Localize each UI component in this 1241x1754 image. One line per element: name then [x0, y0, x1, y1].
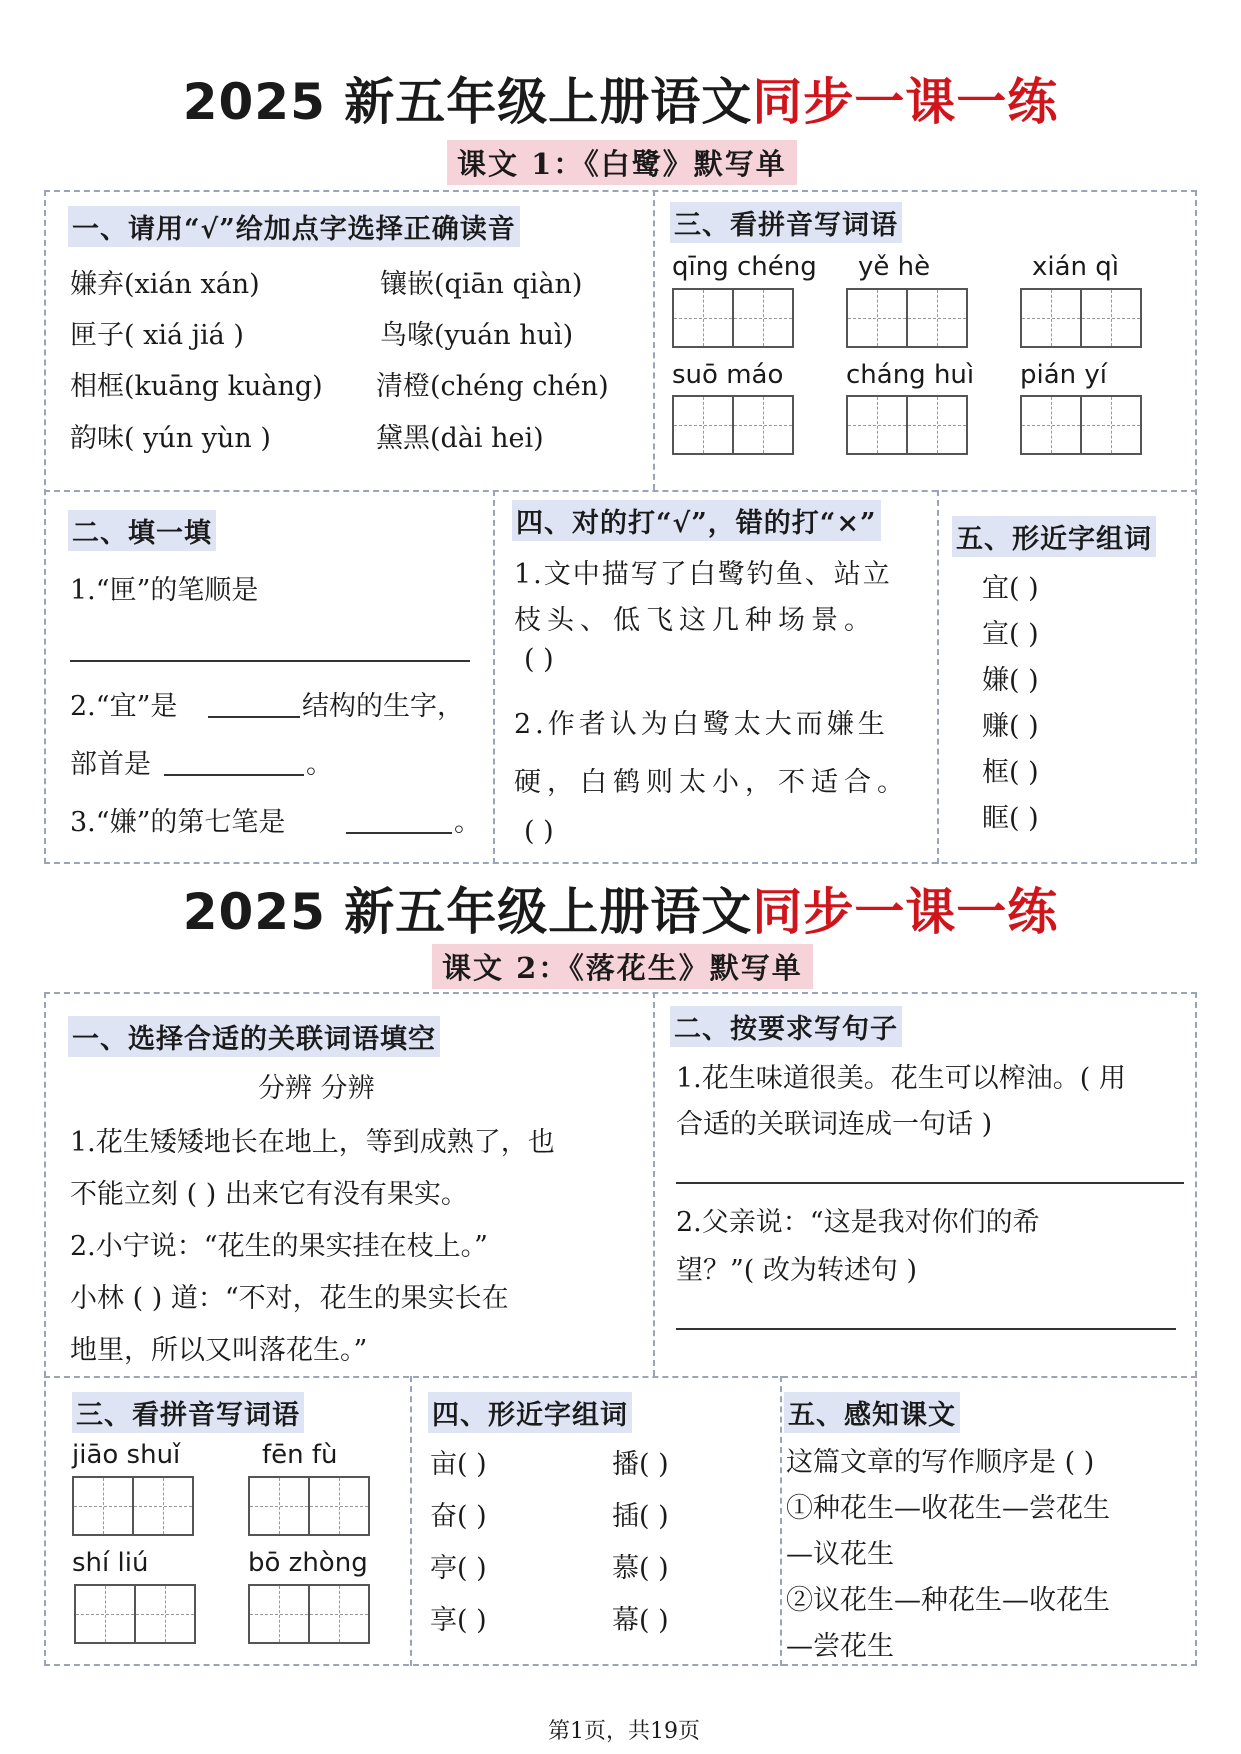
- reading-item: 鸟喙(yuán huì): [380, 320, 574, 351]
- fill-sentence: 1.花生矮矮地长在地上，等到成熟了，也: [70, 1127, 555, 1158]
- writing-grid[interactable]: [248, 1584, 370, 1644]
- fill-question: 结构的生字，: [302, 691, 464, 722]
- word-group-item[interactable]: 亭( ): [430, 1553, 487, 1584]
- pinyin-label: fēn fù: [262, 1440, 338, 1470]
- word-group-item[interactable]: 眶( ): [982, 803, 1039, 834]
- reading-item: 嫌弃(xián xán): [70, 269, 260, 300]
- divider: [653, 992, 655, 1376]
- reading-item: 黛黑(dài hei): [376, 423, 544, 454]
- divider: [937, 490, 939, 864]
- word-group-item[interactable]: 亩( ): [430, 1449, 487, 1480]
- fill-question: 2.“宜”是: [70, 691, 178, 722]
- sheet1-title: [0, 62, 1241, 134]
- sheet1-sec4-header: 四、对的打“√”，错的打“×”: [512, 500, 881, 541]
- reading-item: 匣子( xiá jiá ): [70, 320, 244, 351]
- sheet2-title: [0, 872, 1241, 944]
- fill-question: 3.“嫌”的第七笔是: [70, 807, 286, 838]
- word-group-item[interactable]: 播( ): [612, 1449, 669, 1480]
- order-option[interactable]: ②议花生—种花生—收花生: [786, 1585, 1110, 1616]
- sheet2-sec3-header: 三、看拼音写词语: [72, 1392, 304, 1433]
- word-group-item[interactable]: 赚( ): [982, 711, 1039, 742]
- order-option: —尝花生: [786, 1631, 894, 1662]
- fill-question: 。: [306, 749, 333, 780]
- pinyin-label: cháng huì: [846, 360, 975, 390]
- pinyin-label: suō máo: [672, 360, 784, 390]
- sheet2-title-red: 同步一课一练: [752, 883, 1059, 941]
- fill-question: 。: [454, 807, 481, 838]
- divider: [44, 1376, 1197, 1378]
- sheet2-sec2-header: 二、按要求写句子: [670, 1006, 902, 1047]
- answer-blank[interactable]: [70, 660, 470, 662]
- fill-sentence: 小林 ( ) 道：“不对，花生的果实长在: [70, 1283, 509, 1314]
- divider: [493, 490, 495, 864]
- sheet1-title-black: 2025 新五年级上册语文: [182, 73, 753, 131]
- word-group-item[interactable]: 享( ): [430, 1605, 487, 1636]
- fill-sentence: 地里，所以又叫落花生。”: [70, 1335, 368, 1366]
- order-option[interactable]: ①种花生—收花生—尝花生: [786, 1493, 1110, 1524]
- word-group-item[interactable]: 宜( ): [982, 573, 1039, 604]
- fill-sentence: 不能立刻 ( ) 出来它有没有果实。: [70, 1179, 468, 1210]
- reading-item: 清橙(chéng chén): [376, 371, 609, 402]
- word-group-item[interactable]: 慕( ): [612, 1553, 669, 1584]
- sheet1-title-red: 同步一课一练: [752, 73, 1059, 131]
- word-group-item[interactable]: 插( ): [612, 1501, 669, 1532]
- reading-item: 韵味( yún yùn ): [70, 423, 271, 454]
- word-group-item[interactable]: 框( ): [982, 757, 1039, 788]
- writing-grid[interactable]: [846, 288, 968, 348]
- writing-grid[interactable]: [1020, 288, 1142, 348]
- sheet1-subtitle: 课文 1：《白鹭》默写单: [447, 140, 797, 185]
- fill-question: 部首是: [70, 749, 151, 780]
- reading-item: 相框(kuāng kuàng): [70, 371, 323, 402]
- word-group-item[interactable]: 幕( ): [612, 1605, 669, 1636]
- answer-blank[interactable]: [346, 832, 452, 834]
- page-footer: 第1页，共19页: [548, 1719, 700, 1744]
- sheet1-sec2-header: 二、填一填: [68, 510, 216, 551]
- word-group-item[interactable]: 宣( ): [982, 619, 1039, 650]
- sheet2-sec4-header: 四、形近字组词: [428, 1392, 632, 1433]
- pinyin-label: yě hè: [858, 252, 931, 282]
- judge-line: 硬，白鹤则太小，不适合。: [514, 767, 910, 798]
- answer-blank[interactable]: [676, 1182, 1184, 1184]
- order-option: —议花生: [786, 1539, 894, 1570]
- judge-line: 1.文中描写了白鹭钓鱼、站立: [514, 559, 892, 590]
- rewrite-question: 望？”( 改为转述句 ): [676, 1255, 918, 1286]
- word-group-item[interactable]: 嫌( ): [982, 665, 1039, 696]
- divider: [44, 490, 1197, 492]
- divider: [780, 1376, 782, 1666]
- divider: [653, 190, 655, 490]
- pinyin-label: qīng chéng: [672, 252, 817, 282]
- writing-grid[interactable]: [846, 395, 968, 455]
- judge-line: 2.作者认为白鹭太大而嫌生: [514, 709, 889, 740]
- judge-line: 枝头、低飞这几种场景。: [514, 605, 877, 636]
- sheet1-sec1-header: 一、请用“√”给加点字选择正确读音: [68, 206, 520, 247]
- pinyin-label: jiāo shuǐ: [72, 1440, 181, 1470]
- reading-item: 镶嵌(qiān qiàn): [380, 269, 583, 300]
- writing-grid[interactable]: [672, 395, 794, 455]
- pinyin-label: bō zhòng: [248, 1548, 368, 1578]
- writing-grid[interactable]: [72, 1476, 194, 1536]
- pinyin-label: shí liú: [72, 1548, 149, 1578]
- fill-sentence: 2.小宁说：“花生的果实挂在枝上。”: [70, 1231, 488, 1262]
- pinyin-label: xián qì: [1032, 252, 1120, 282]
- sheet2-sec5-header: 五、感知课文: [784, 1392, 960, 1433]
- answer-blank[interactable]: [208, 716, 300, 718]
- pinyin-label: pián yí: [1020, 360, 1108, 390]
- sheet1-sec5-header: 五、形近字组词: [952, 516, 1156, 557]
- writing-grid[interactable]: [74, 1584, 196, 1644]
- sheet1-sec3-header: 三、看拼音写词语: [670, 202, 902, 243]
- answer-blank[interactable]: [676, 1328, 1176, 1330]
- rewrite-question: 合适的关联词连成一句话 ): [676, 1109, 993, 1140]
- divider: [410, 1376, 412, 1666]
- writing-grid[interactable]: [672, 288, 794, 348]
- word-bank: 分辨 分辨: [258, 1073, 375, 1104]
- order-question: 这篇文章的写作顺序是 ( ): [786, 1447, 1095, 1478]
- sheet2-subtitle: 课文 2：《落花生》默写单: [432, 944, 813, 989]
- answer-blank[interactable]: [164, 774, 304, 776]
- fill-question: 1.“匣”的笔顺是: [70, 575, 259, 606]
- writing-grid[interactable]: [248, 1476, 370, 1536]
- rewrite-question: 2.父亲说：“这是我对你们的希: [676, 1207, 1040, 1238]
- judge-answer-paren[interactable]: ( ): [524, 816, 554, 847]
- sheet2-title-black: 2025 新五年级上册语文: [182, 883, 753, 941]
- word-group-item[interactable]: 奋( ): [430, 1501, 487, 1532]
- writing-grid[interactable]: [1020, 395, 1142, 455]
- rewrite-question: 1.花生味道很美。花生可以榨油。( 用: [676, 1063, 1126, 1094]
- judge-answer-paren[interactable]: ( ): [524, 644, 554, 675]
- sheet2-sec1-header: 一、选择合适的关联词语填空: [68, 1016, 440, 1057]
